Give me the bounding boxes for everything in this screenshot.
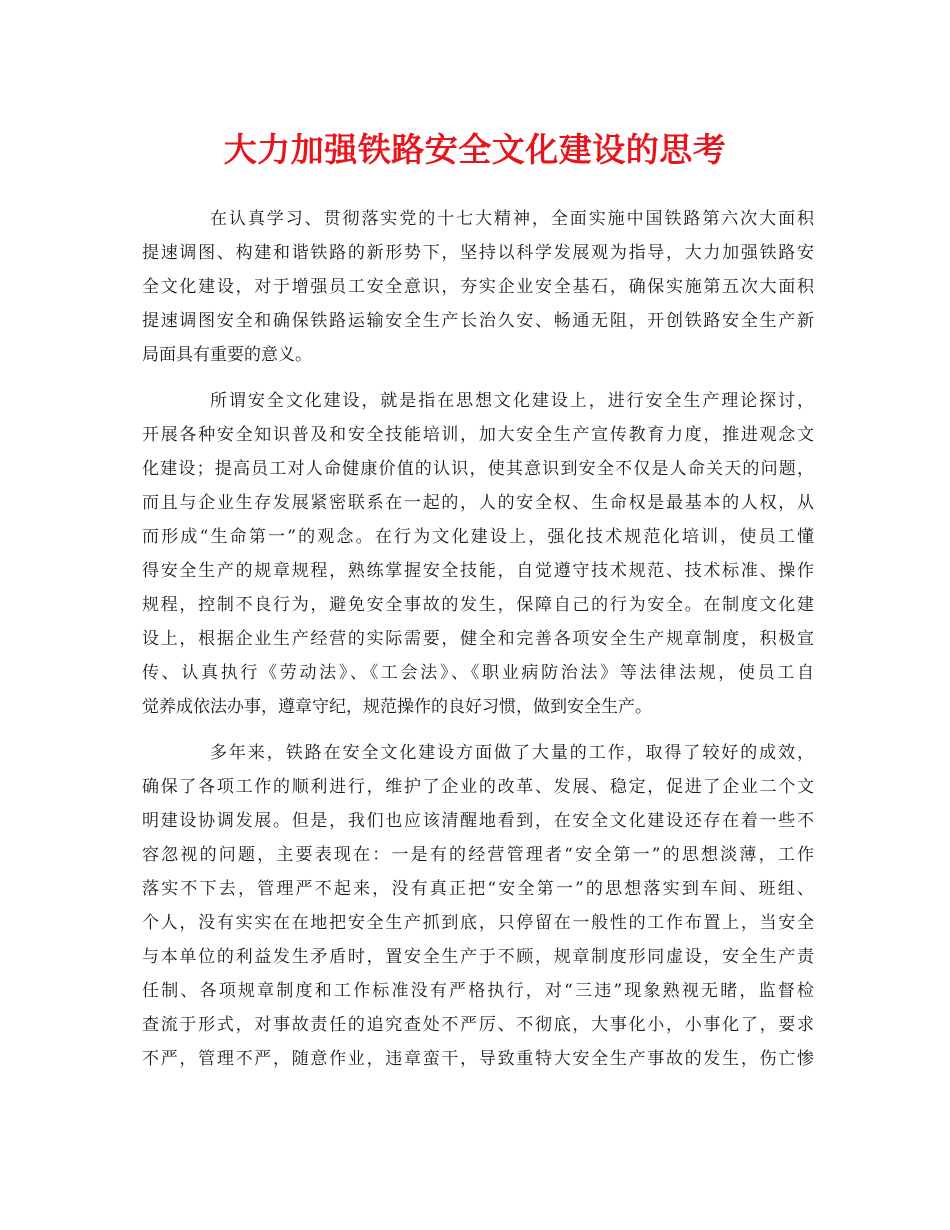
text-line: 个人，没有实实在在地把安全生产抓到底，只停留在一般性的工作布置上，当安全 — [142, 913, 814, 933]
text-line: 查流于形式，对事故责任的追究查处不严厉、不彻底，大事化小，小事化了，要求 — [142, 1015, 814, 1035]
text-line: 明建设协调发展。但是，我们也应该清醒地看到，在安全文化建设还存在着一些不 — [142, 811, 814, 831]
text-line: 多年来，铁路在安全文化建设方面做了大量的工作，取得了较好的成效， — [210, 743, 814, 763]
text-line: 所谓安全文化建设，就是指在思想文化建设上，进行安全生产理论探讨， — [210, 391, 814, 411]
text-line: 传、认真执行《劳动法》、《工会法》、《职业病防治法》等法律法规，使员工自 — [142, 663, 814, 683]
text-line: 在认真学习、贯彻落实党的十七大精神，全面实施中国铁路第六次大面积 — [210, 209, 814, 229]
text-line: 化建设；提高员工对人命健康价值的认识，使其意识到安全不仅是人命关天的问题， — [142, 459, 814, 479]
text-line: 落实不下去，管理严不起来，没有真正把“安全第一”的思想落实到车间、班组、 — [142, 879, 814, 899]
text-line: 提速调图安全和确保铁路运输安全生产长治久安、畅通无阻，开创铁路安全生产新 — [142, 311, 814, 331]
text-line: 容忽视的问题，主要表现在：一是有的经营管理者“安全第一”的思想淡薄，工作 — [142, 845, 814, 865]
text-line: 不严，管理不严，随意作业，违章蛮干，导致重特大安全生产事故的发生，伤亡惨 — [142, 1049, 814, 1069]
text-line: 提速调图、构建和谐铁路的新形势下，坚持以科学发展观为指导，大力加强铁路安 — [142, 243, 814, 263]
text-line: 局面具有重要的意义。 — [142, 345, 312, 365]
text-line: 全文化建设，对于增强员工安全意识，夯实企业安全基石，确保实施第五次大面积 — [142, 277, 814, 297]
text-line: 确保了各项工作的顺利进行，维护了企业的改革、发展、稳定，促进了企业二个文 — [142, 777, 814, 797]
text-line: 而形成“生命第一”的观念。在行为文化建设上，强化技术规范化培训，使员工懂 — [142, 527, 814, 547]
document-title: 大力加强铁路安全文化建设的思考 — [223, 130, 727, 169]
text-line: 觉养成依法办事，遵章守纪，规范操作的良好习惯，做到安全生产。 — [142, 697, 652, 717]
text-line: 规程，控制不良行为，避免安全事故的发生，保障自己的行为安全。在制度文化建 — [142, 595, 814, 615]
text-line: 与本单位的利益发生矛盾时，置安全生产于不顾，规章制度形同虚设，安全生产责 — [142, 947, 814, 967]
text-line: 任制、各项规章制度和工作标准没有严格执行，对“三违”现象熟视无睹，监督检 — [142, 981, 814, 1001]
text-line: 而且与企业生存发展紧密联系在一起的，人的安全权、生命权是最基本的人权，从 — [142, 493, 814, 513]
text-line: 得安全生产的规章规程，熟练掌握安全技能，自觉遵守技术规范、技术标准、操作 — [142, 561, 814, 581]
text-line: 开展各种安全知识普及和安全技能培训，加大安全生产宣传教育力度，推进观念文 — [142, 425, 814, 445]
text-line: 设上，根据企业生产经营的实际需要，健全和完善各项安全生产规章制度，积极宣 — [142, 629, 814, 649]
